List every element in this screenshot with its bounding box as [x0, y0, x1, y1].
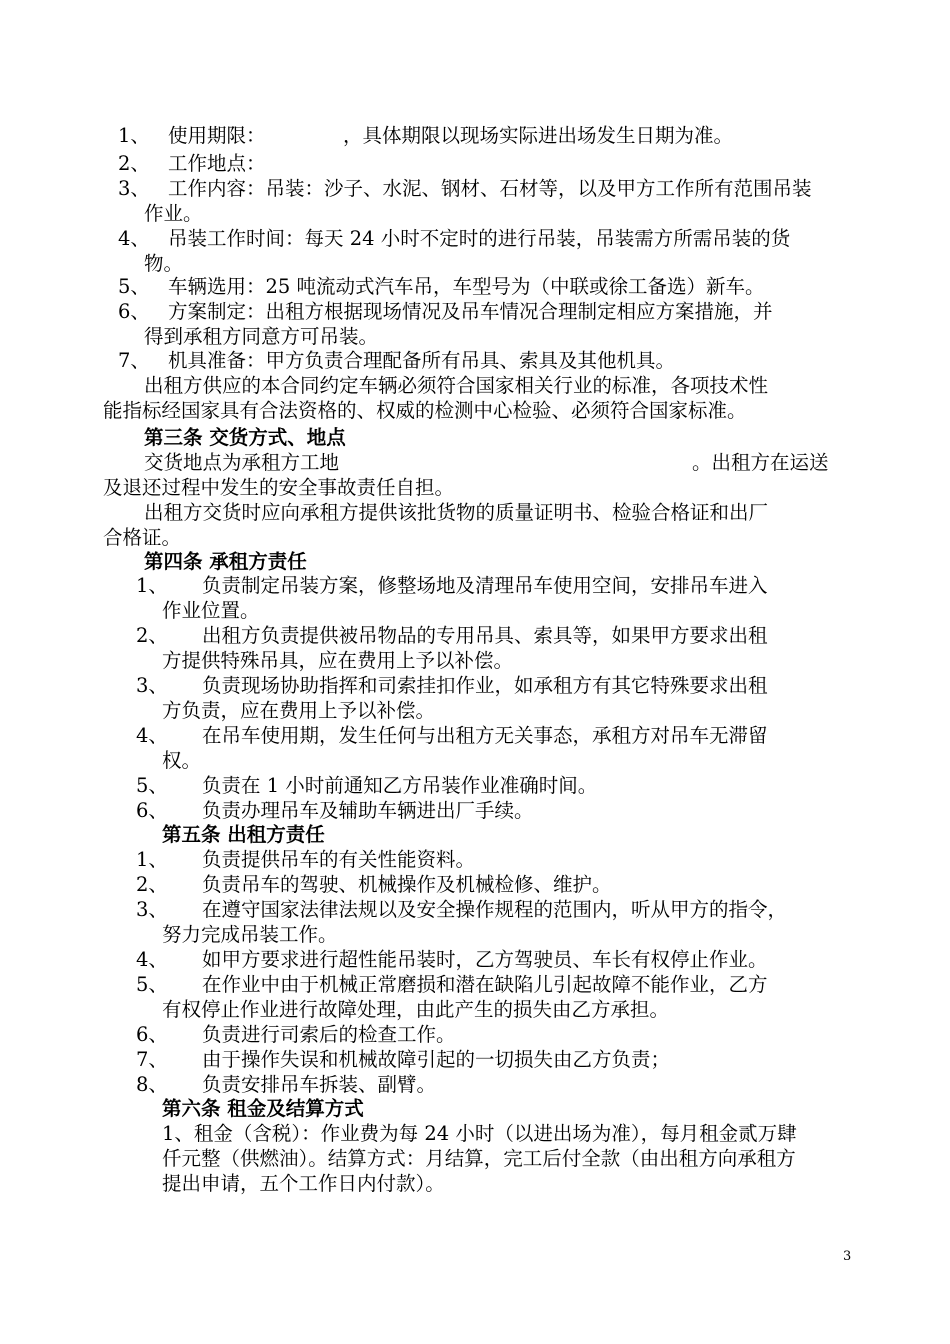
- text-run: 负责提供吊车的有关性能资料。: [202, 848, 476, 871]
- text-run: 作业。: [144, 202, 203, 225]
- text-run: 负责办理吊车及辅助车辆进出厂手续。: [202, 799, 534, 822]
- list-number: 4、: [118, 227, 150, 250]
- list-number: 3、: [136, 898, 168, 921]
- text-run: 仟元整（供燃油）。结算方式：月结算，完工后付全款（由出租方向承租方: [162, 1147, 796, 1170]
- text-run: 方负责，应在费用上予以补偿。: [162, 699, 436, 722]
- text-run: 在吊车使用期，发生任何与出租方无关事态，承租方对吊车无滞留: [202, 724, 768, 747]
- text-run: 负责现场协助指挥和司索挂扣作业，如承租方有其它特殊要求出租: [202, 674, 768, 697]
- text-run: 有权停止作业进行故障处理，由此产生的损失由乙方承担。: [162, 998, 670, 1021]
- text-run: 出租方供应的本合同约定车辆必须符合国家相关行业的标准，各项技术性: [144, 374, 769, 397]
- text-run: 负责吊车的驾驶、机械操作及机械检修、维护。: [202, 873, 612, 896]
- text-run: 提出申请，五个工作日内付款）。: [162, 1172, 445, 1195]
- list-number: 4、: [136, 948, 168, 971]
- text-run: 作业位置。: [162, 599, 260, 622]
- text-run: 在作业中由于机械正常磨损和潜在缺陷儿引起故障不能作业，乙方: [202, 973, 768, 996]
- list-number: 5、: [118, 275, 150, 298]
- text-run: 工作地点：: [168, 152, 266, 175]
- list-number: 6、: [136, 799, 168, 822]
- text-run: 吊装工作时间：每天 24 小时不定时的进行吊装，吊装需方所需吊装的货: [168, 227, 791, 250]
- text-run: 能指标经国家具有合法资格的、权威的检测中心检验、必须符合国家标准。: [103, 399, 747, 422]
- list-item: [0, 121, 950, 151]
- list-number: 5、: [136, 774, 168, 797]
- text-run: 负责安排吊车拆装、副臂。: [202, 1073, 437, 1096]
- text-run: 1、租金（含税）：作业费为每 24 小时（以进出场为准），每月租金贰万肆: [162, 1122, 797, 1145]
- text-run: 努力完成吊装工作。: [162, 923, 338, 946]
- text-run: 机具准备：甲方负责合理配备所有吊具、索具及其他机具。: [168, 349, 676, 372]
- text-run: 负责进行司索后的检查工作。: [202, 1023, 456, 1046]
- text-run: 第五条 出租方责任: [162, 823, 325, 846]
- list-number: 7、: [118, 349, 150, 372]
- paragraph-line: [0, 1169, 950, 1199]
- text-run: ，具体期限以现场实际进出场发生日期为准。: [343, 124, 734, 147]
- list-number: 2、: [136, 624, 168, 647]
- text-run: 及退还过程中发生的安全事故责任自担。: [103, 476, 455, 499]
- text-run: 物。: [144, 252, 184, 275]
- list-number: 5、: [136, 973, 168, 996]
- text-run: 如甲方要求进行超性能吊装时，乙方驾驶员、车长有权停止作业。: [202, 948, 768, 971]
- text-run: 在遵守国家法律法规以及安全操作规程的范围内，听从甲方的指令，: [202, 898, 788, 921]
- list-number: 1、: [118, 124, 150, 147]
- list-number: 3、: [136, 674, 168, 697]
- text-run: 方案制定：出租方根据现场情况及吊车情况合理制定相应方案措施，并: [168, 300, 773, 323]
- text-run: 方提供特殊吊具，应在费用上予以补偿。: [162, 649, 514, 672]
- list-number: 2、: [136, 873, 168, 896]
- page-number: 3: [843, 1249, 852, 1264]
- text-run: 交货地点为承租方工地: [144, 451, 340, 474]
- list-number: 6、: [136, 1023, 168, 1046]
- text-run: 第六条 租金及结算方式: [162, 1097, 364, 1120]
- text-run: 车辆选用：25 吨流动式汽车吊，车型号为（中联或徐工备选）新车。: [168, 275, 765, 298]
- text-run: 合格证。: [103, 526, 182, 549]
- text-run: 工作内容：吊装：沙子、水泥、钢材、石材等，以及甲方工作所有范围吊装: [168, 177, 812, 200]
- text-run: 第三条 交货方式、地点: [144, 426, 346, 449]
- text-run: 负责制定吊装方案，修整场地及清理吊车使用空间，安排吊车进入: [202, 574, 768, 597]
- list-number: 7、: [136, 1048, 168, 1071]
- list-number: 2、: [118, 152, 150, 175]
- list-number: 6、: [118, 300, 150, 323]
- list-number: 8、: [136, 1073, 168, 1096]
- text-run: 出租方负责提供被吊物品的专用吊具、索具等，如果甲方要求出租: [202, 624, 768, 647]
- list-number: 3、: [118, 177, 150, 200]
- list-number: 1、: [136, 848, 168, 871]
- text-run: 负责在 1 小时前通知乙方吊装作业准确时间。: [202, 774, 598, 797]
- text-run: 第四条 承租方责任: [144, 550, 307, 573]
- text-run: 权。: [162, 749, 202, 772]
- text-run: 得到承租方同意方可吊装。: [144, 325, 379, 348]
- list-number: 4、: [136, 724, 168, 747]
- text-run: 由于操作失误和机械故障引起的一切损失由乙方负责；: [202, 1048, 671, 1071]
- list-number: 1、: [136, 574, 168, 597]
- paragraph-line: [0, 396, 950, 426]
- text-run: 使用期限：: [168, 124, 266, 147]
- text-run: 。出租方在运送: [692, 451, 829, 474]
- text-run: 出租方交货时应向承租方提供该批货物的质量证明书、检验合格证和出厂: [144, 501, 769, 524]
